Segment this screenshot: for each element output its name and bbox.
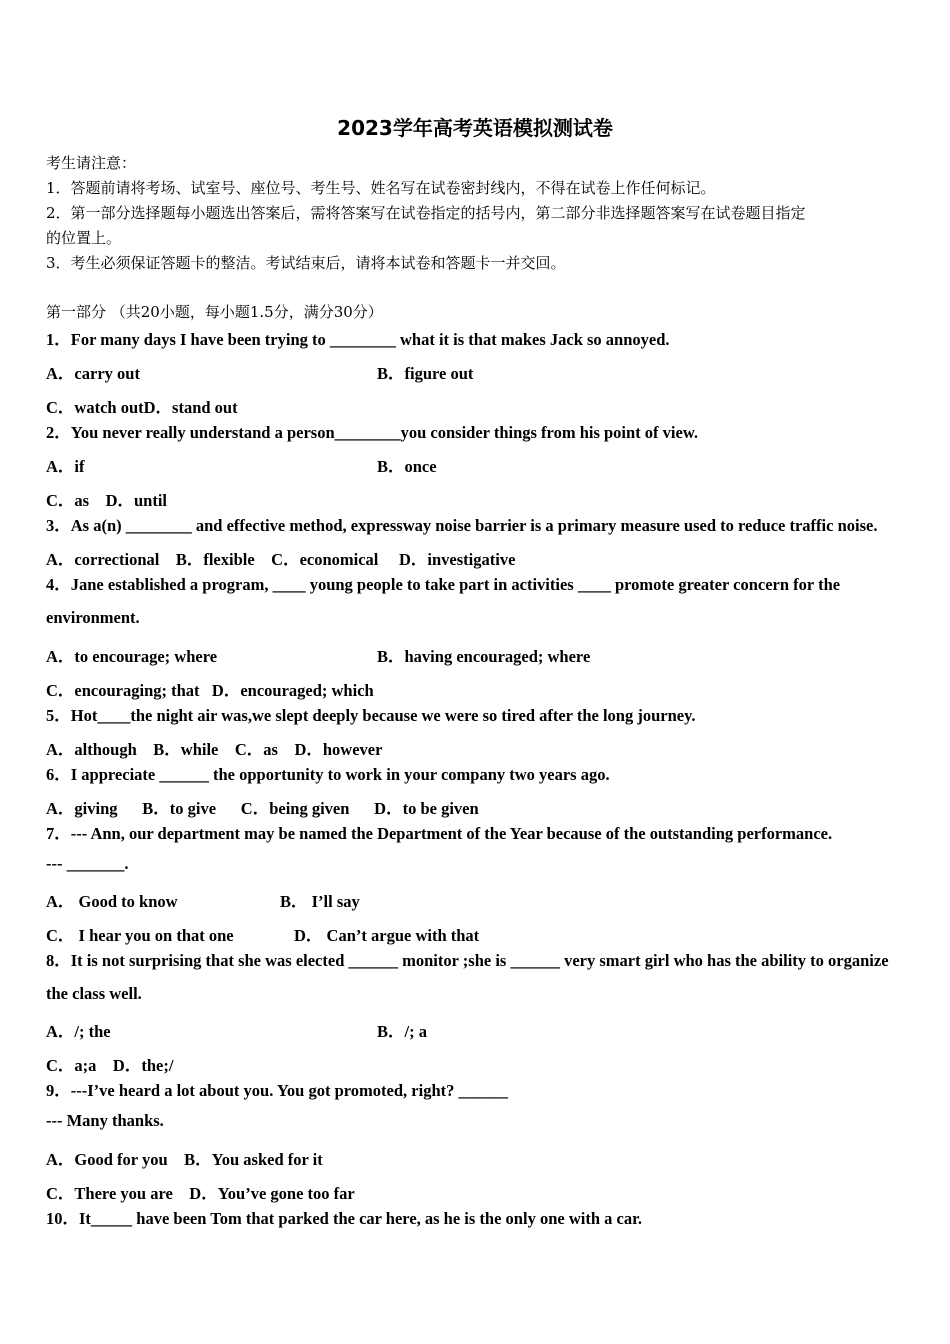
question-1-option-cd: C．watch outD．stand out [46,398,238,417]
question-1-option-a: A．carry out [46,364,140,383]
question-8-option-cd: C．a;a D．the;/ [46,1056,174,1075]
question-8-option-b: B．/; a [377,1022,427,1041]
section-heading: 第一部分 （共20小题，每小题1.5分，满分30分） [46,303,383,321]
question-9-option-cd: C．There you are D．You’ve gone too far [46,1184,355,1203]
notice-heading: 考生请注意： [46,154,137,172]
question-7-reply: --- _______. [46,854,129,873]
notice-item-2: 2．第一部分选择题每小题选出答案后，需将答案写在试卷指定的括号内，第二部分非选择题答案写在试卷题目指定 [46,204,806,222]
question-5-stem: 5．Hot____the night air was,we slept deeply because we were so tired after the long journey. [46,706,696,725]
question-5-options: A．although B．while C．as D．however [46,740,383,759]
question-7-option-a: A． Good to know [46,892,178,911]
question-7-option-b: B． I’ll say [280,892,360,911]
question-3-options: A．correctional B．flexible C．economical D．investigative [46,550,516,569]
notice-item-1: 1．答题前请将考场、试室号、座位号、考生号、姓名写在试卷密封线内，不得在试卷上作任何标记。 [46,179,716,197]
question-7-option-c: C． I hear you on that one [46,926,234,945]
question-3-stem: 3．As a(n) ________ and effective method, expressway noise barrier is a primary measure used to reduce traffic noise. [46,516,878,535]
question-4-option-a: A．to encourage; where [46,647,218,666]
question-1-stem: 1．For many days I have been trying to ________ what it is that makes Jack so annoyed. [46,330,670,349]
question-2-option-b: B．once [377,457,437,476]
question-2-option-a: A．if [46,457,85,476]
notice-item-2-cont: 的位置上。 [46,229,122,247]
question-9-reply: --- Many thanks. [46,1111,164,1130]
question-6-options: A．giving B．to give C．being given D．to be given [46,799,479,818]
notice-item-3: 3．考生必须保证答题卡的整洁。考试结束后，请将本试卷和答题卡一并交回。 [46,254,566,272]
question-4-stem: 4．Jane established a program, ____ young people to take part in activities ____ promote greater concern for the [46,575,841,594]
question-9-stem: 9．---I’ve heard a lot about you. You got promoted, right? ______ [46,1081,508,1100]
question-4-stem-cont: environment. [46,608,140,627]
question-7-option-d: D． Can’t argue with that [294,926,480,945]
question-9-option-ab: A．Good for you B．You asked for it [46,1150,323,1169]
question-8-stem-cont: the class well. [46,984,142,1003]
question-2-stem: 2．You never really understand a person________you consider things from his point of view. [46,423,698,442]
question-4-option-cd: C．encouraging; that D．encouraged; which [46,681,374,700]
question-6-stem: 6．I appreciate ______ the opportunity to work in your company two years ago. [46,765,610,784]
question-8-option-a: A．/; the [46,1022,111,1041]
page-title: 2023学年高考英语模拟测试卷 [337,116,613,140]
question-2-option-cd: C．as D．until [46,491,168,510]
question-7-stem: 7．--- Ann, our department may be named the Department of the Year because of the outstanding performance. [46,824,833,843]
question-10-stem: 10．It_____ have been Tom that parked the car here, as he is the only one with a car. [46,1209,642,1228]
question-8-stem: 8．It is not surprising that she was elected ______ monitor ;she is ______ very smart girl who has the ability to organize [46,951,889,970]
question-1-option-b: B．figure out [377,364,474,383]
question-4-option-b: B．having encouraged; where [377,647,591,666]
